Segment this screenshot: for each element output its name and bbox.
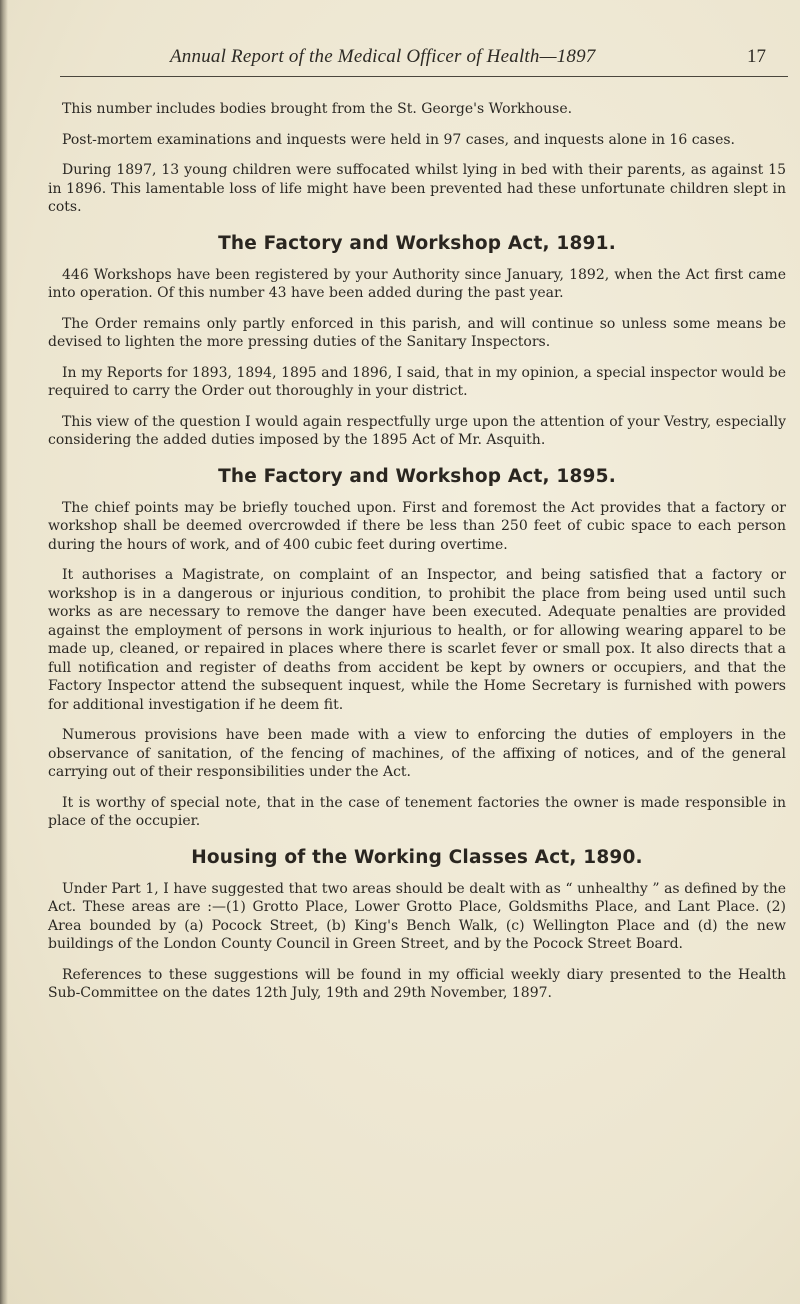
page-body — [48, 100, 786, 1015]
paragraph: This number includes bodies brought from the St. George's Workhouse. — [62, 101, 573, 117]
binding-edge — [0, 0, 8, 1304]
paragraph: In my Reports for 1893, 1894, 1895 and 1896, I said, that in my opinion, a special inspector would be required to carry the Order out thoroughly in your district. — [48, 364, 786, 399]
paragraph: Numerous provisions have been made with a view to enforcing the duties of employers in the observance of sanitation, of the fencing of machines, of the affixing of notices, and of the general carrying out of their responsibilities under the Act. — [48, 727, 786, 780]
page-header — [30, 44, 780, 74]
paragraph: This view of the question I would again respectfully urge upon the attention of your Vestry, especially considering the added duties imposed by the 1895 Act of Mr. Asquith. — [48, 413, 786, 448]
section-heading: Housing of the Working Classes Act, 1890. — [191, 846, 643, 868]
paragraph: References to these suggestions will be found in my official weekly diary presented to the Health Sub-Committee on the dates 12th July, 19th and 29th November, 1897. — [48, 966, 786, 1001]
paragraph: It is worthy of special note, that in the case of tenement factories the owner is made responsible in place of the occupier. — [48, 794, 786, 829]
paragraph: The Order remains only partly enforced in this parish, and will continue so unless some means be devised to lighten the more pressing duties of the Sanitary Inspectors. — [48, 315, 786, 350]
section-factory-act-1895 — [48, 466, 786, 831]
paragraph: The chief points may be briefly touched upon. First and foremost the Act provides that a factory or workshop shall be deemed overcrowded if there be less than 250 feet of cubic space to each person during the hours of work, and of 400 cubic feet during overtime. — [48, 499, 786, 553]
paragraph: 446 Workshops have been registered by your Authority since January, 1892, when the Act first came into operation. Of this number 43 have been added during the past year. — [48, 266, 786, 301]
section-heading: The Factory and Workshop Act, 1895. — [218, 465, 616, 487]
header-rule — [60, 76, 788, 77]
section-housing-act-1890 — [48, 847, 786, 1003]
page-number: 17 — [747, 46, 766, 67]
section-factory-act-1891 — [48, 233, 786, 450]
paragraph: It authorises a Magistrate, on complaint of an Inspector, and being satisfied that a factory or workshop is in a dangerous or injurious condition, to prohibit the place from being used until such works as are necessary to remove the danger have been executed. Adequate penalties are provided against the employment of persons in work injurious to health, or for allowing wearing apparel to be made up, cleaned, or repaired in places where there is scarlet fever or small pox. It also directs that a full notification and register of deaths from accident be kept by owners or occupiers, and that the Factory Inspector attend the subsequent inquest, while the Home Secretary is furnished with powers for additional investigation if he deem fit. — [48, 567, 786, 713]
paragraph: During 1897, 13 young children were suffocated whilst lying in bed with their parents, as against 15 in 1896. This lamentable loss of life might have been prevented had these unfortunate children slept in cots. — [48, 162, 786, 215]
running-head: Annual Report of the Medical Officer of Health—1897 — [170, 46, 596, 67]
section-heading: The Factory and Workshop Act, 1891. — [218, 232, 616, 254]
paragraph: Post-mortem examinations and inquests were held in 97 cases, and inquests alone in 16 cases. — [62, 131, 735, 148]
paragraph: Under Part 1, I have suggested that two areas should be dealt with as “ unhealthy ” as defined by the Act. These areas are :—(1) Grotto Place, Lower Grotto Place, Goldsmiths Place, and Lant Place. (2) Area bounded by (a) Pocock Street, (b) King's Bench Walk, (c) Wellington Place and (d) the new buildings of the London County Council in Green Street, and by the Pocock Street Board. — [48, 880, 786, 952]
intro-block — [48, 100, 786, 217]
